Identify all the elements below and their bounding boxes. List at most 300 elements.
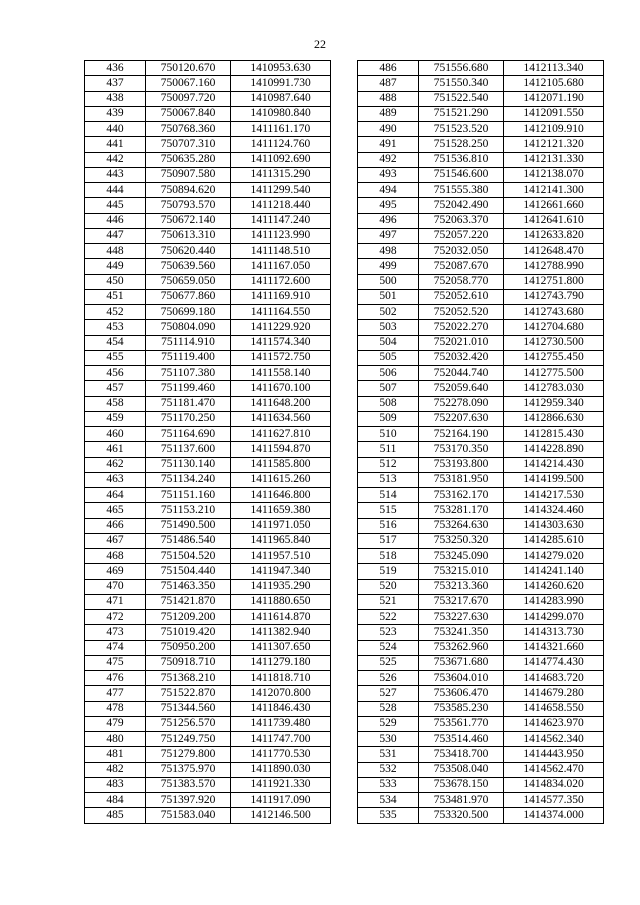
coordinates-table-left: [84, 60, 331, 824]
point-number-cell: 449: [85, 259, 146, 274]
table-row: [85, 366, 331, 381]
y-coordinate-cell: 1411957.510: [231, 549, 331, 564]
table-row: [358, 106, 604, 121]
point-number-cell: 528: [358, 701, 419, 716]
x-coordinate-cell: 752059.640: [419, 381, 504, 396]
y-coordinate-cell: 1411634.560: [231, 411, 331, 426]
table-row: [358, 167, 604, 182]
y-coordinate-cell: 1411307.650: [231, 640, 331, 655]
y-coordinate-cell: 1414313.730: [504, 625, 604, 640]
table-row: [85, 701, 331, 716]
x-coordinate-cell: 752042.490: [419, 198, 504, 213]
table-row: [85, 610, 331, 625]
x-coordinate-cell: 751486.540: [146, 533, 231, 548]
y-coordinate-cell: 1411770.530: [231, 747, 331, 762]
table-row: [358, 320, 604, 335]
y-coordinate-cell: 1414199.500: [504, 472, 604, 487]
point-number-cell: 470: [85, 579, 146, 594]
table-row: [358, 808, 604, 823]
x-coordinate-cell: 751463.350: [146, 579, 231, 594]
table-row: [85, 716, 331, 731]
point-number-cell: 482: [85, 762, 146, 777]
x-coordinate-cell: 752052.610: [419, 289, 504, 304]
y-coordinate-cell: 1411123.990: [231, 228, 331, 243]
table-row: [85, 625, 331, 640]
table-row: [358, 503, 604, 518]
point-number-cell: 456: [85, 366, 146, 381]
x-coordinate-cell: 750793.570: [146, 198, 231, 213]
y-coordinate-cell: 1411917.090: [231, 793, 331, 808]
x-coordinate-cell: 751522.540: [419, 91, 504, 106]
x-coordinate-cell: 753262.960: [419, 640, 504, 655]
y-coordinate-cell: 1410980.840: [231, 106, 331, 121]
y-coordinate-cell: 1411167.050: [231, 259, 331, 274]
y-coordinate-cell: 1411585.800: [231, 457, 331, 472]
y-coordinate-cell: 1411124.760: [231, 137, 331, 152]
y-coordinate-cell: 1412755.450: [504, 350, 604, 365]
point-number-cell: 486: [358, 61, 419, 76]
x-coordinate-cell: 750950.200: [146, 640, 231, 655]
table-row: [358, 762, 604, 777]
x-coordinate-cell: 753250.320: [419, 533, 504, 548]
y-coordinate-cell: 1411172.600: [231, 274, 331, 289]
table-row: [358, 183, 604, 198]
x-coordinate-cell: 751119.400: [146, 350, 231, 365]
y-coordinate-cell: 1414283.990: [504, 594, 604, 609]
y-coordinate-cell: 1412751.800: [504, 274, 604, 289]
point-number-cell: 468: [85, 549, 146, 564]
table-row: [85, 472, 331, 487]
table-row: [358, 549, 604, 564]
point-number-cell: 499: [358, 259, 419, 274]
y-coordinate-cell: 1414279.020: [504, 549, 604, 564]
point-number-cell: 459: [85, 411, 146, 426]
y-coordinate-cell: 1411615.260: [231, 472, 331, 487]
y-coordinate-cell: 1411614.870: [231, 610, 331, 625]
point-number-cell: 442: [85, 152, 146, 167]
table-row: [85, 793, 331, 808]
table-row: [85, 808, 331, 823]
point-number-cell: 487: [358, 76, 419, 91]
table-row: [85, 777, 331, 792]
y-coordinate-cell: 1414623.970: [504, 716, 604, 731]
point-number-cell: 444: [85, 183, 146, 198]
table-row: [85, 244, 331, 259]
table-row: [85, 137, 331, 152]
y-coordinate-cell: 1412661.660: [504, 198, 604, 213]
point-number-cell: 465: [85, 503, 146, 518]
table-row: [85, 564, 331, 579]
y-coordinate-cell: 1414443.950: [504, 747, 604, 762]
x-coordinate-cell: 751490.500: [146, 518, 231, 533]
point-number-cell: 524: [358, 640, 419, 655]
point-number-cell: 495: [358, 198, 419, 213]
x-coordinate-cell: 751522.870: [146, 686, 231, 701]
table-row: [358, 686, 604, 701]
point-number-cell: 515: [358, 503, 419, 518]
x-coordinate-cell: 753508.040: [419, 762, 504, 777]
table-row: [358, 137, 604, 152]
y-coordinate-cell: 1412113.340: [504, 61, 604, 76]
point-number-cell: 473: [85, 625, 146, 640]
x-coordinate-cell: 750120.670: [146, 61, 231, 76]
point-number-cell: 493: [358, 167, 419, 182]
point-number-cell: 516: [358, 518, 419, 533]
x-coordinate-cell: 751583.040: [146, 808, 231, 823]
y-coordinate-cell: 1411315.290: [231, 167, 331, 182]
x-coordinate-cell: 753481.970: [419, 793, 504, 808]
x-coordinate-cell: 751528.250: [419, 137, 504, 152]
point-number-cell: 509: [358, 411, 419, 426]
point-number-cell: 437: [85, 76, 146, 91]
point-number-cell: 471: [85, 594, 146, 609]
y-coordinate-cell: 1411971.050: [231, 518, 331, 533]
y-coordinate-cell: 1411572.750: [231, 350, 331, 365]
y-coordinate-cell: 1414303.630: [504, 518, 604, 533]
point-number-cell: 503: [358, 320, 419, 335]
table-row: [85, 91, 331, 106]
point-number-cell: 461: [85, 442, 146, 457]
table-row: [85, 457, 331, 472]
x-coordinate-cell: 753281.170: [419, 503, 504, 518]
point-number-cell: 505: [358, 350, 419, 365]
point-number-cell: 436: [85, 61, 146, 76]
x-coordinate-cell: 750613.310: [146, 228, 231, 243]
x-coordinate-cell: 752022.270: [419, 320, 504, 335]
table-row: [358, 289, 604, 304]
y-coordinate-cell: 1411148.510: [231, 244, 331, 259]
table-row: [358, 366, 604, 381]
y-coordinate-cell: 1411646.800: [231, 488, 331, 503]
x-coordinate-cell: 751209.200: [146, 610, 231, 625]
x-coordinate-cell: 752278.090: [419, 396, 504, 411]
y-coordinate-cell: 1412141.300: [504, 183, 604, 198]
point-number-cell: 512: [358, 457, 419, 472]
table-row: [358, 472, 604, 487]
table-row: [358, 564, 604, 579]
x-coordinate-cell: 753170.350: [419, 442, 504, 457]
point-number-cell: 451: [85, 289, 146, 304]
x-coordinate-cell: 753215.010: [419, 564, 504, 579]
x-coordinate-cell: 752021.010: [419, 335, 504, 350]
x-coordinate-cell: 750620.440: [146, 244, 231, 259]
table-row: [358, 411, 604, 426]
point-number-cell: 457: [85, 381, 146, 396]
x-coordinate-cell: 750067.160: [146, 76, 231, 91]
x-coordinate-cell: 751019.420: [146, 625, 231, 640]
x-coordinate-cell: 750707.310: [146, 137, 231, 152]
y-coordinate-cell: 1412783.030: [504, 381, 604, 396]
y-coordinate-cell: 1412704.680: [504, 320, 604, 335]
y-coordinate-cell: 1411594.870: [231, 442, 331, 457]
x-coordinate-cell: 750635.280: [146, 152, 231, 167]
y-coordinate-cell: 1411382.940: [231, 625, 331, 640]
x-coordinate-cell: 753418.700: [419, 747, 504, 762]
point-number-cell: 491: [358, 137, 419, 152]
point-number-cell: 464: [85, 488, 146, 503]
point-number-cell: 448: [85, 244, 146, 259]
y-coordinate-cell: 1414774.430: [504, 655, 604, 670]
point-number-cell: 511: [358, 442, 419, 457]
y-coordinate-cell: 1414285.610: [504, 533, 604, 548]
point-number-cell: 521: [358, 594, 419, 609]
x-coordinate-cell: 751170.250: [146, 411, 231, 426]
point-number-cell: 520: [358, 579, 419, 594]
table-row: [85, 655, 331, 670]
y-coordinate-cell: 1412633.820: [504, 228, 604, 243]
x-coordinate-cell: 752057.220: [419, 228, 504, 243]
y-coordinate-cell: 1414217.530: [504, 488, 604, 503]
point-number-cell: 446: [85, 213, 146, 228]
x-coordinate-cell: 752032.050: [419, 244, 504, 259]
point-number-cell: 443: [85, 167, 146, 182]
y-coordinate-cell: 1411670.100: [231, 381, 331, 396]
y-coordinate-cell: 1412641.610: [504, 213, 604, 228]
y-coordinate-cell: 1414321.660: [504, 640, 604, 655]
point-number-cell: 440: [85, 122, 146, 137]
y-coordinate-cell: 1412866.630: [504, 411, 604, 426]
point-number-cell: 483: [85, 777, 146, 792]
x-coordinate-cell: 752207.630: [419, 411, 504, 426]
y-coordinate-cell: 1414374.000: [504, 808, 604, 823]
point-number-cell: 489: [358, 106, 419, 121]
x-coordinate-cell: 752032.420: [419, 350, 504, 365]
point-number-cell: 484: [85, 793, 146, 808]
table-row: [358, 305, 604, 320]
y-coordinate-cell: 1414324.460: [504, 503, 604, 518]
table-row: [358, 625, 604, 640]
y-coordinate-cell: 1414683.720: [504, 671, 604, 686]
x-coordinate-cell: 750699.180: [146, 305, 231, 320]
x-coordinate-cell: 750097.720: [146, 91, 231, 106]
y-coordinate-cell: 1411161.170: [231, 122, 331, 137]
point-number-cell: 535: [358, 808, 419, 823]
table-row: [85, 259, 331, 274]
x-coordinate-cell: 750907.580: [146, 167, 231, 182]
x-coordinate-cell: 751504.520: [146, 549, 231, 564]
table-row: [358, 274, 604, 289]
y-coordinate-cell: 1414299.070: [504, 610, 604, 625]
x-coordinate-cell: 753585.230: [419, 701, 504, 716]
point-number-cell: 476: [85, 671, 146, 686]
table-row: [85, 549, 331, 564]
y-coordinate-cell: 1414834.020: [504, 777, 604, 792]
y-coordinate-cell: 1411218.440: [231, 198, 331, 213]
table-row: [358, 152, 604, 167]
x-coordinate-cell: 751546.600: [419, 167, 504, 182]
table-row: [85, 594, 331, 609]
x-coordinate-cell: 751153.210: [146, 503, 231, 518]
y-coordinate-cell: 1412071.190: [504, 91, 604, 106]
x-coordinate-cell: 752058.770: [419, 274, 504, 289]
table-row: [85, 183, 331, 198]
point-number-cell: 506: [358, 366, 419, 381]
x-coordinate-cell: 751344.560: [146, 701, 231, 716]
x-coordinate-cell: 751556.680: [419, 61, 504, 76]
x-coordinate-cell: 753213.360: [419, 579, 504, 594]
point-number-cell: 527: [358, 686, 419, 701]
x-coordinate-cell: 751256.570: [146, 716, 231, 731]
y-coordinate-cell: 1412815.430: [504, 427, 604, 442]
table-row: [85, 305, 331, 320]
point-number-cell: 518: [358, 549, 419, 564]
y-coordinate-cell: 1411659.380: [231, 503, 331, 518]
point-number-cell: 462: [85, 457, 146, 472]
point-number-cell: 481: [85, 747, 146, 762]
x-coordinate-cell: 751504.440: [146, 564, 231, 579]
point-number-cell: 500: [358, 274, 419, 289]
x-coordinate-cell: 753678.150: [419, 777, 504, 792]
table-row: [358, 701, 604, 716]
table-row: [85, 289, 331, 304]
x-coordinate-cell: 753671.680: [419, 655, 504, 670]
table-row: [85, 152, 331, 167]
y-coordinate-cell: 1411747.700: [231, 732, 331, 747]
y-coordinate-cell: 1414562.470: [504, 762, 604, 777]
table-row: [85, 518, 331, 533]
table-row: [85, 411, 331, 426]
point-number-cell: 519: [358, 564, 419, 579]
page-number: 22: [314, 37, 326, 51]
x-coordinate-cell: 753320.500: [419, 808, 504, 823]
table-row: [85, 747, 331, 762]
point-number-cell: 439: [85, 106, 146, 121]
table-row: [358, 61, 604, 76]
table-row: [358, 198, 604, 213]
point-number-cell: 452: [85, 305, 146, 320]
x-coordinate-cell: 752052.520: [419, 305, 504, 320]
table-row: [85, 732, 331, 747]
y-coordinate-cell: 1414214.430: [504, 457, 604, 472]
table-row: [358, 213, 604, 228]
table-row: [85, 762, 331, 777]
y-coordinate-cell: 1412138.070: [504, 167, 604, 182]
x-coordinate-cell: 750768.360: [146, 122, 231, 137]
table-row: [358, 350, 604, 365]
y-coordinate-cell: 1412131.330: [504, 152, 604, 167]
x-coordinate-cell: 751368.210: [146, 671, 231, 686]
x-coordinate-cell: 753181.950: [419, 472, 504, 487]
point-number-cell: 514: [358, 488, 419, 503]
x-coordinate-cell: 751130.140: [146, 457, 231, 472]
table-row: [358, 594, 604, 609]
point-number-cell: 480: [85, 732, 146, 747]
point-number-cell: 494: [358, 183, 419, 198]
x-coordinate-cell: 753245.090: [419, 549, 504, 564]
y-coordinate-cell: 1411558.140: [231, 366, 331, 381]
point-number-cell: 441: [85, 137, 146, 152]
table-row: [358, 259, 604, 274]
x-coordinate-cell: 753217.670: [419, 594, 504, 609]
point-number-cell: 492: [358, 152, 419, 167]
table-row: [358, 533, 604, 548]
x-coordinate-cell: 752044.740: [419, 366, 504, 381]
table-row: [85, 671, 331, 686]
table-row: [358, 747, 604, 762]
y-coordinate-cell: 1414260.620: [504, 579, 604, 594]
x-coordinate-cell: 753606.470: [419, 686, 504, 701]
x-coordinate-cell: 751550.340: [419, 76, 504, 91]
y-coordinate-cell: 1412775.500: [504, 366, 604, 381]
y-coordinate-cell: 1412070.800: [231, 686, 331, 701]
table-row: [85, 122, 331, 137]
x-coordinate-cell: 752164.190: [419, 427, 504, 442]
y-coordinate-cell: 1412959.340: [504, 396, 604, 411]
point-number-cell: 531: [358, 747, 419, 762]
x-coordinate-cell: 753561.770: [419, 716, 504, 731]
table-row: [358, 244, 604, 259]
y-coordinate-cell: 1411947.340: [231, 564, 331, 579]
y-coordinate-cell: 1412146.500: [231, 808, 331, 823]
table-row: [85, 61, 331, 76]
x-coordinate-cell: 753193.800: [419, 457, 504, 472]
y-coordinate-cell: 1411965.840: [231, 533, 331, 548]
y-coordinate-cell: 1411164.550: [231, 305, 331, 320]
x-coordinate-cell: 751523.520: [419, 122, 504, 137]
point-number-cell: 490: [358, 122, 419, 137]
table-row: [358, 442, 604, 457]
point-number-cell: 497: [358, 228, 419, 243]
table-row: [85, 503, 331, 518]
point-number-cell: 455: [85, 350, 146, 365]
point-number-cell: 523: [358, 625, 419, 640]
y-coordinate-cell: 1411846.430: [231, 701, 331, 716]
table-row: [358, 793, 604, 808]
y-coordinate-cell: 1411229.920: [231, 320, 331, 335]
table-row: [358, 335, 604, 350]
table-row: [85, 274, 331, 289]
x-coordinate-cell: 751181.470: [146, 396, 231, 411]
x-coordinate-cell: 751536.810: [419, 152, 504, 167]
y-coordinate-cell: 1414577.350: [504, 793, 604, 808]
x-coordinate-cell: 750894.620: [146, 183, 231, 198]
point-number-cell: 532: [358, 762, 419, 777]
table-row: [85, 533, 331, 548]
x-coordinate-cell: 751107.380: [146, 366, 231, 381]
point-number-cell: 467: [85, 533, 146, 548]
coordinates-table-right: [357, 60, 604, 824]
x-coordinate-cell: 751151.160: [146, 488, 231, 503]
x-coordinate-cell: 751279.800: [146, 747, 231, 762]
y-coordinate-cell: 1411299.540: [231, 183, 331, 198]
y-coordinate-cell: 1412648.470: [504, 244, 604, 259]
x-coordinate-cell: 753514.460: [419, 732, 504, 747]
y-coordinate-cell: 1411574.340: [231, 335, 331, 350]
x-coordinate-cell: 751164.690: [146, 427, 231, 442]
x-coordinate-cell: 753264.630: [419, 518, 504, 533]
x-coordinate-cell: 750659.050: [146, 274, 231, 289]
point-number-cell: 450: [85, 274, 146, 289]
y-coordinate-cell: 1414679.280: [504, 686, 604, 701]
point-number-cell: 477: [85, 686, 146, 701]
x-coordinate-cell: 750067.840: [146, 106, 231, 121]
x-coordinate-cell: 751421.870: [146, 594, 231, 609]
x-coordinate-cell: 751555.380: [419, 183, 504, 198]
y-coordinate-cell: 1412121.320: [504, 137, 604, 152]
table-row: [358, 716, 604, 731]
table-row: [85, 579, 331, 594]
table-row: [85, 350, 331, 365]
table-row: [85, 686, 331, 701]
point-number-cell: 533: [358, 777, 419, 792]
y-coordinate-cell: 1411890.030: [231, 762, 331, 777]
point-number-cell: 510: [358, 427, 419, 442]
table-row: [358, 396, 604, 411]
point-number-cell: 530: [358, 732, 419, 747]
point-number-cell: 474: [85, 640, 146, 655]
x-coordinate-cell: 751199.460: [146, 381, 231, 396]
y-coordinate-cell: 1412730.500: [504, 335, 604, 350]
